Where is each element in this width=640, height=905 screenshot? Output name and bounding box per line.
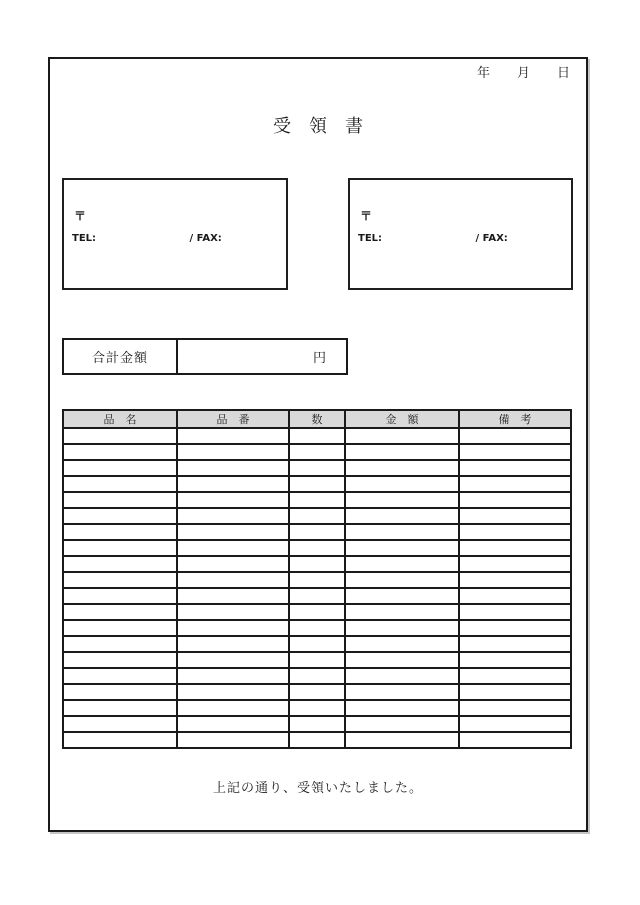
- column-header-item-name: 品 名: [63, 410, 177, 428]
- table-cell: [459, 428, 571, 444]
- table-row: [63, 700, 571, 716]
- table-cell: [289, 716, 345, 732]
- table-cell: [345, 732, 459, 748]
- table-cell: [345, 668, 459, 684]
- table-cell: [459, 508, 571, 524]
- table-cell: [289, 588, 345, 604]
- table-cell: [63, 732, 177, 748]
- table-cell: [345, 604, 459, 620]
- table-cell: [63, 492, 177, 508]
- table-cell: [345, 700, 459, 716]
- table-row: [63, 460, 571, 476]
- table-cell: [459, 636, 571, 652]
- table-cell: [63, 428, 177, 444]
- column-header-amount: 金 額: [345, 410, 459, 428]
- date-day-label: 日: [556, 65, 570, 80]
- column-header-item-number: 品 番: [177, 410, 289, 428]
- table-cell: [345, 684, 459, 700]
- date-year-label: 年: [476, 65, 490, 80]
- table-cell: [345, 524, 459, 540]
- table-row: [63, 604, 571, 620]
- table-cell: [177, 620, 289, 636]
- table-cell: [63, 444, 177, 460]
- table-cell: [289, 444, 345, 460]
- table-cell: [289, 700, 345, 716]
- table-row: [63, 428, 571, 444]
- date-month-label: 月: [516, 65, 530, 80]
- table-cell: [63, 540, 177, 556]
- table-cell: [177, 556, 289, 572]
- table-cell: [63, 620, 177, 636]
- table-row: [63, 508, 571, 524]
- table-cell: [289, 540, 345, 556]
- fax-label: / FAX:: [475, 233, 508, 244]
- table-cell: [459, 524, 571, 540]
- table-cell: [289, 620, 345, 636]
- footer-note: 上記の通り、受領いたしました。: [212, 780, 423, 795]
- table-cell: [177, 636, 289, 652]
- table-cell: [289, 556, 345, 572]
- table-cell: [177, 604, 289, 620]
- table-cell: [459, 700, 571, 716]
- table-row: [63, 492, 571, 508]
- table-cell: [177, 668, 289, 684]
- table-row: [63, 620, 571, 636]
- recipient-address-box: [62, 178, 288, 290]
- table-cell: [63, 636, 177, 652]
- table-cell: [345, 636, 459, 652]
- issuer-tel-fax-line: [358, 233, 508, 245]
- table-cell: [289, 428, 345, 444]
- table-cell: [459, 460, 571, 476]
- table-cell: [177, 524, 289, 540]
- table-cell: [63, 588, 177, 604]
- table-cell: [459, 476, 571, 492]
- table-cell: [63, 556, 177, 572]
- table-cell: [289, 460, 345, 476]
- postal-mark-icon: 〒: [74, 209, 87, 223]
- table-cell: [63, 508, 177, 524]
- table-row: [63, 732, 571, 748]
- date-line: [477, 66, 570, 80]
- table-cell: [177, 684, 289, 700]
- table-cell: [289, 572, 345, 588]
- tel-label: TEL:: [358, 233, 383, 244]
- table-cell: [63, 716, 177, 732]
- table-cell: [345, 460, 459, 476]
- table-row: [63, 476, 571, 492]
- table-cell: [289, 524, 345, 540]
- table-cell: [289, 508, 345, 524]
- table-cell: [177, 732, 289, 748]
- table-row: [63, 716, 571, 732]
- table-cell: [459, 604, 571, 620]
- postal-mark-icon: 〒: [360, 209, 373, 223]
- table-cell: [345, 444, 459, 460]
- table-cell: [459, 668, 571, 684]
- table-cell: [345, 508, 459, 524]
- receipt-form-page: [48, 57, 588, 832]
- issuer-address-box: [348, 178, 573, 290]
- table-cell: [177, 588, 289, 604]
- table-cell: [459, 492, 571, 508]
- items-table-header-row: [63, 410, 571, 428]
- table-cell: [63, 668, 177, 684]
- table-row: [63, 668, 571, 684]
- total-amount-label: 合計金額: [64, 340, 178, 373]
- table-cell: [345, 556, 459, 572]
- column-header-quantity: 数: [289, 410, 345, 428]
- table-cell: [345, 716, 459, 732]
- table-cell: [177, 716, 289, 732]
- table-cell: [289, 476, 345, 492]
- recipient-tel-fax-line: [72, 233, 222, 245]
- table-row: [63, 444, 571, 460]
- tel-label: TEL:: [72, 233, 97, 244]
- table-cell: [63, 700, 177, 716]
- table-cell: [459, 588, 571, 604]
- table-cell: [177, 540, 289, 556]
- table-cell: [63, 684, 177, 700]
- total-amount-value-cell: [178, 340, 346, 373]
- table-cell: [177, 508, 289, 524]
- table-cell: [459, 652, 571, 668]
- fax-label: / FAX:: [189, 233, 222, 244]
- table-cell: [177, 492, 289, 508]
- table-cell: [345, 476, 459, 492]
- table-row: [63, 556, 571, 572]
- items-table: [62, 409, 572, 749]
- table-row: [63, 524, 571, 540]
- table-cell: [289, 652, 345, 668]
- table-cell: [289, 492, 345, 508]
- table-row: [63, 588, 571, 604]
- table-row: [63, 684, 571, 700]
- table-cell: [289, 604, 345, 620]
- table-cell: [459, 716, 571, 732]
- table-cell: [177, 572, 289, 588]
- table-cell: [459, 684, 571, 700]
- table-cell: [345, 588, 459, 604]
- table-cell: [345, 572, 459, 588]
- table-cell: [345, 428, 459, 444]
- table-row: [63, 652, 571, 668]
- table-cell: [459, 540, 571, 556]
- total-amount-box: [62, 338, 348, 375]
- table-cell: [177, 700, 289, 716]
- table-row: [63, 572, 571, 588]
- table-row: [63, 540, 571, 556]
- table-cell: [289, 684, 345, 700]
- table-cell: [177, 428, 289, 444]
- table-cell: [345, 652, 459, 668]
- table-cell: [63, 572, 177, 588]
- table-row: [63, 636, 571, 652]
- table-cell: [459, 572, 571, 588]
- table-cell: [459, 556, 571, 572]
- table-cell: [459, 620, 571, 636]
- table-cell: [63, 460, 177, 476]
- currency-unit-label: 円: [312, 350, 326, 365]
- table-cell: [345, 492, 459, 508]
- table-cell: [459, 732, 571, 748]
- table-cell: [289, 732, 345, 748]
- table-cell: [177, 652, 289, 668]
- table-cell: [63, 604, 177, 620]
- table-cell: [345, 620, 459, 636]
- table-cell: [177, 444, 289, 460]
- column-header-remarks: 備 考: [459, 410, 571, 428]
- table-cell: [289, 636, 345, 652]
- table-cell: [177, 476, 289, 492]
- items-table-body: [63, 428, 571, 748]
- table-cell: [459, 444, 571, 460]
- table-cell: [177, 460, 289, 476]
- table-cell: [63, 652, 177, 668]
- table-cell: [63, 524, 177, 540]
- table-cell: [63, 476, 177, 492]
- table-cell: [289, 668, 345, 684]
- document-title: 受 領 書: [273, 116, 363, 136]
- table-cell: [345, 540, 459, 556]
